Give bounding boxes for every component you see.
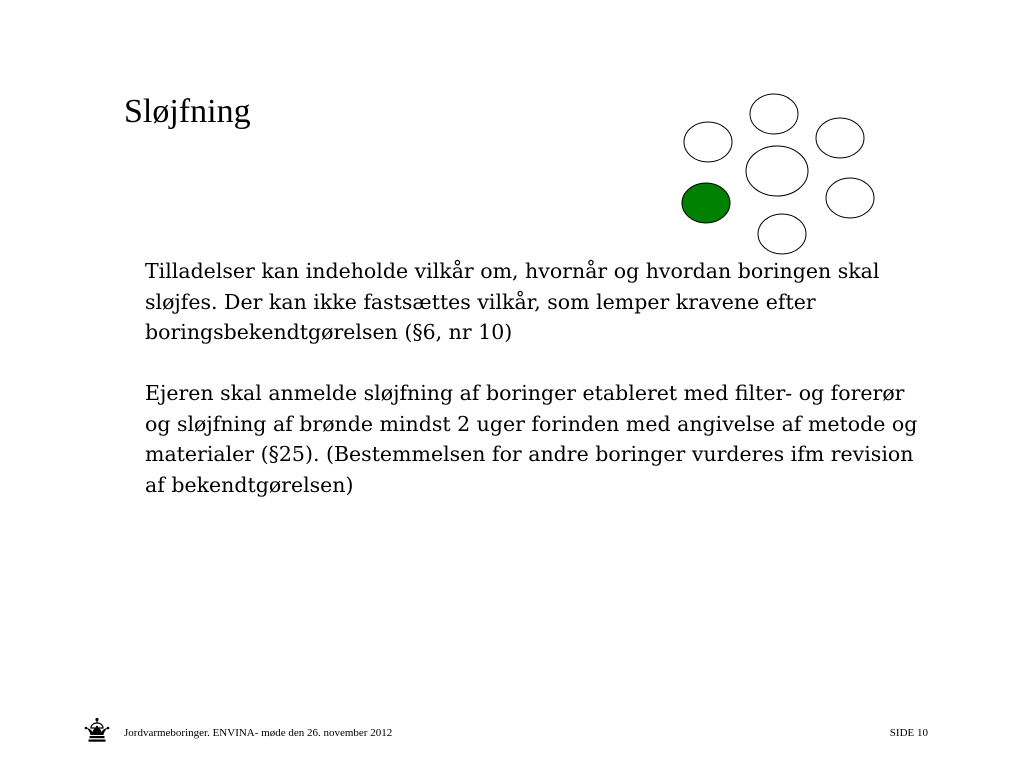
circle-highlighted [682, 183, 730, 223]
crown-icon [84, 717, 110, 745]
circle-bottom [758, 214, 806, 254]
circle-upper-right [816, 118, 864, 158]
circle-upper-left [684, 122, 732, 162]
circle-right [826, 178, 874, 218]
body-text [145, 256, 935, 531]
circle-center [746, 146, 808, 196]
circle-diagram [670, 85, 890, 265]
footer [0, 715, 1024, 755]
circle-top [750, 94, 798, 134]
footer-text: Jordvarmeboringer. ENVINA- møde den 26. november 2012 [124, 727, 393, 739]
slide-title: Sløjfning [124, 93, 251, 130]
paragraph-2: Ejeren skal anmelde sløjfning af boringer etableret med filter- og forerør og sløjfning af brønde mindst 2 uger forinden med angivelse af metode og materialer (§25). (Bestemmelsen for andre boringer vurderes ifm revision af bekendtgørelsen) [145, 381, 918, 497]
page-number: SIDE 10 [889, 727, 928, 739]
paragraph-1: Tilladelser kan indeholde vilkår om, hvornår og hvordan boringen skal sløjfes. Der kan ikke fastsættes vilkår, som lemper kravene efter boringsbekendtgørelsen (§6, nr 10) [145, 259, 880, 344]
